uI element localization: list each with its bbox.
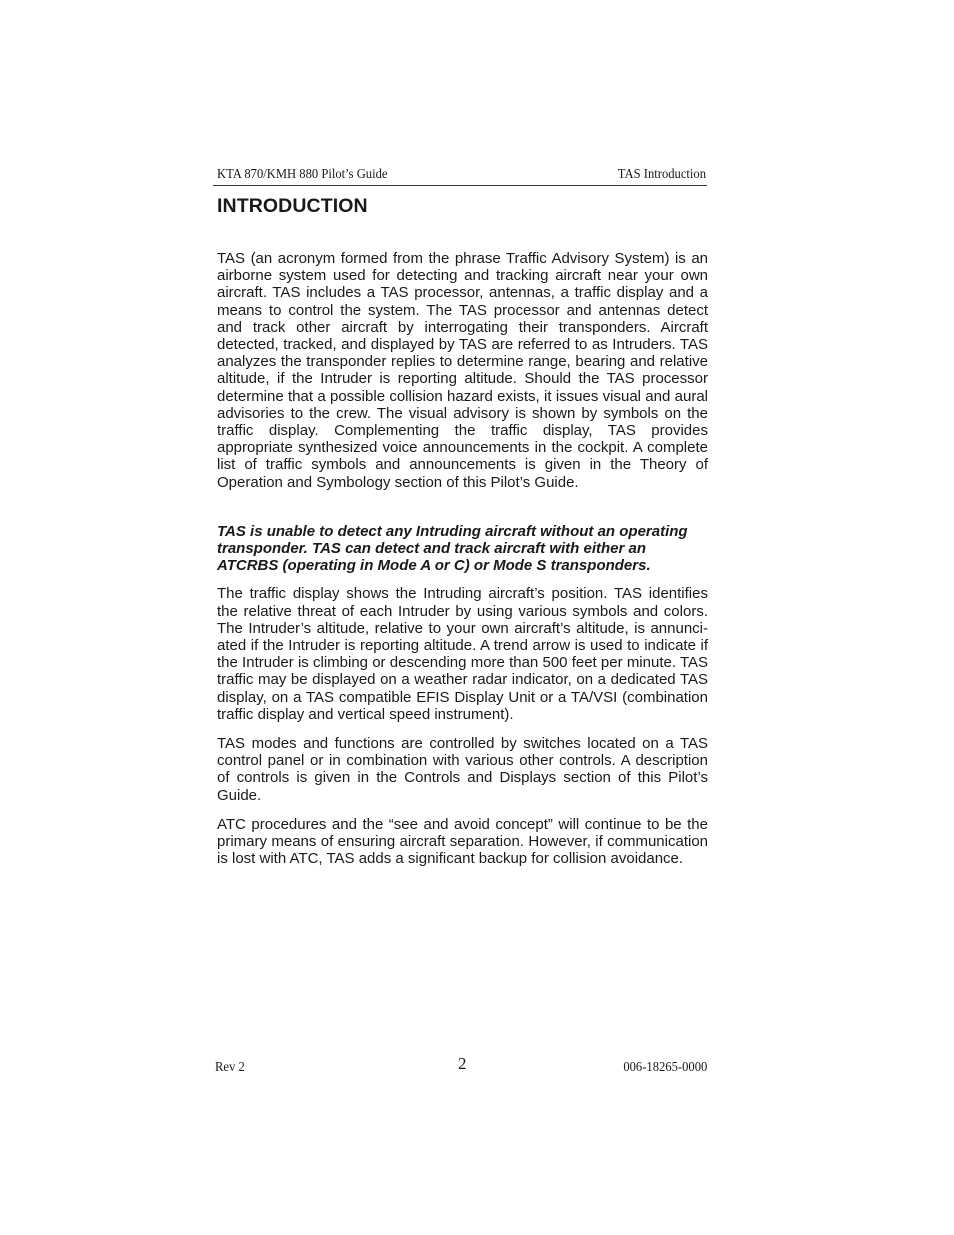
modes-paragraph: TAS modes and functions are controlled by switches located on a TAS control panel or in combination with various other controls. A description of controls is given in the Controls and Displays section of this Pilot’s Guide. bbox=[217, 735, 708, 804]
note-paragraph: TAS is unable to detect any Intruding aircraft without an operating transponder. TAS can detect and track aircraft with either an ATCRBS (operating in Mode A or C) or Mode S transponders. bbox=[217, 522, 688, 575]
section-title: TAS Introduction bbox=[617, 167, 706, 182]
display-paragraph: The traffic display shows the Intruding aircraft’s position. TAS identifies the relative threat of each Intruder by using various symbols and colors. The Intruder’s altitude, relative to your own aircraft’s altitude, is annunciated if the Intruder is reporting altitude. A trend arrow is used to indicate if the Intruder is climbing or descending more than 500 feet per minute. TAS traffic may be displayed on a weather radar indicator, on a dedicated TAS display, on a TAS compatible EFIS Display Unit or a TA/VSI (combination traffic display and vertical speed instrument). bbox=[217, 585, 708, 723]
page-number: 2 bbox=[458, 1054, 467, 1073]
page-title: INTRODUCTION bbox=[217, 195, 368, 217]
atc-paragraph: ATC procedures and the “see and avoid concept” will continue to be the primary means of ensuring aircraft separation. However, if communication is lost with ATC, TAS adds a significant backup for collision avoidance. bbox=[217, 815, 708, 868]
guide-title: KTA 870/KMH 880 Pilot’s Guide bbox=[217, 167, 388, 182]
revision-label: Rev 2 bbox=[215, 1060, 245, 1075]
document-number: 006-18265-0000 bbox=[623, 1060, 707, 1075]
running-header bbox=[213, 165, 707, 186]
page-body bbox=[217, 250, 708, 880]
intro-paragraph: TAS (an acronym formed from the phrase Traffic Advisory System) is an airborne system used for detecting and tracking aircraft near your own aircraft. TAS includes a TAS processor, antennas, a traffic display and a means to control the system. The TAS processor and antennas detect and track other aircraft by interrogating their transponders. Aircraft detected, tracked, and displayed by TAS are referred to as Intruders. TAS analyzes the transponder replies to determine range, bearing and relative altitude, if the Intruder is reporting altitude. Should the TAS processor determine that a possible collision hazard exists, it issues visual and aural advisories to the crew. The visual advisory is shown by symbols on the traffic display. Complementing the traffic display, TAS provides appropriate synthesized voice announcements in the cockpit. A complete list of traffic symbols and announcements is given in the Theory of Operation and Symbology section of this Pilot’s Guide. bbox=[217, 250, 708, 491]
running-footer bbox=[215, 1055, 708, 1079]
